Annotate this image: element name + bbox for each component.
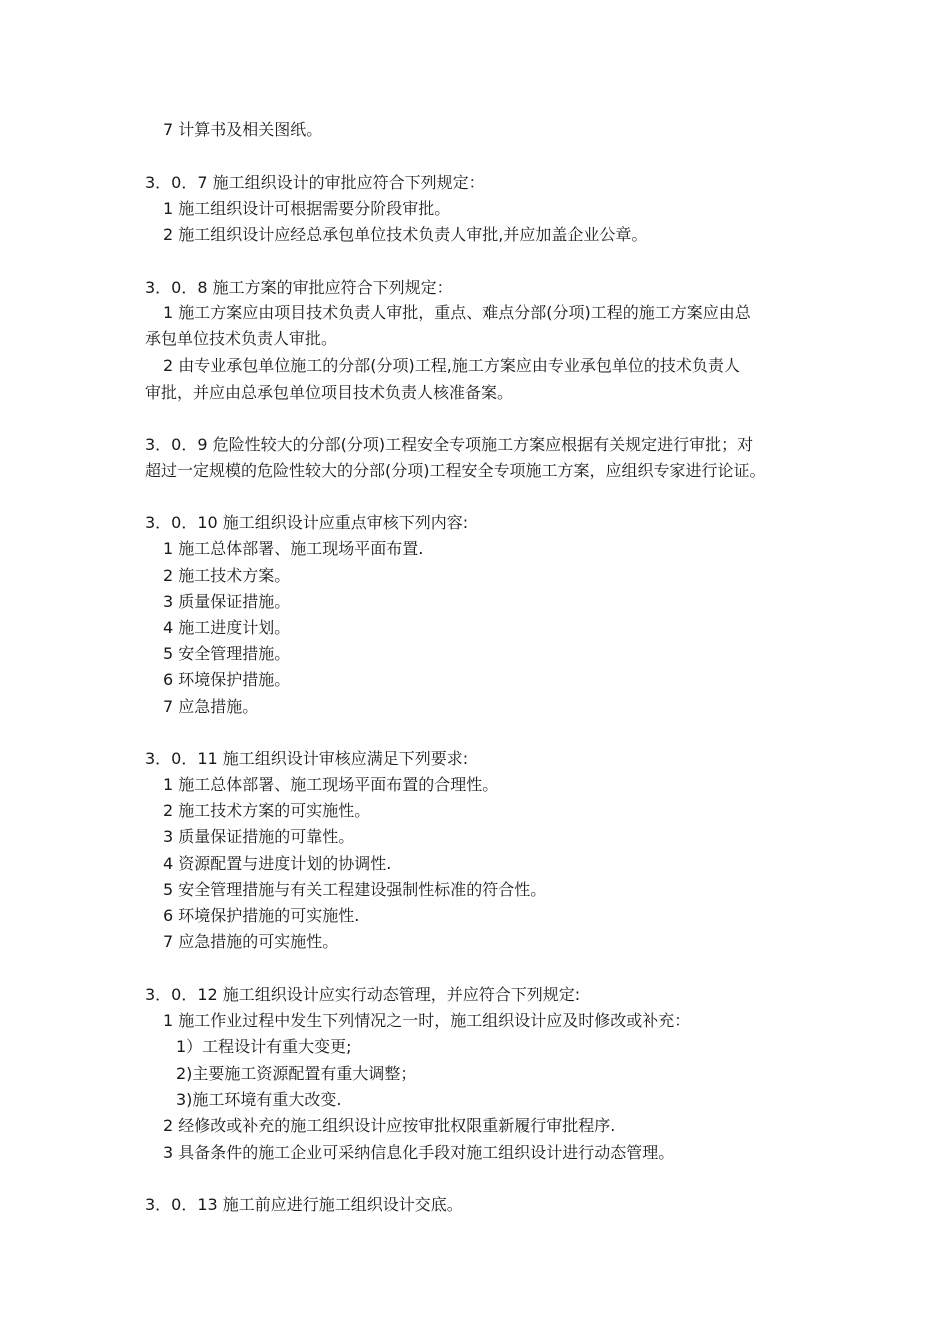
sub-list-item: 3)施工环境有重大改变. — [176, 1090, 342, 1109]
text-line: 审批，并应由总承包单位项目技术负责人核准备案。 — [145, 383, 514, 402]
clause-heading: 3．0．11 施工组织设计审核应满足下列要求: — [145, 749, 469, 768]
list-item: 4 资源配置与进度计划的协调性. — [163, 854, 392, 873]
list-item: 6 环境保护措施。 — [163, 670, 291, 689]
list-item: 4 施工进度计划。 — [163, 618, 291, 637]
list-item: 2 施工技术方案。 — [163, 566, 291, 585]
sub-list-item: 2)主要施工资源配置有重大调整； — [176, 1064, 417, 1083]
list-item: 2 施工技术方案的可实施性。 — [163, 801, 371, 820]
clause-heading: 3．0．9 危险性较大的分部(分项)工程安全专项施工方案应根据有关规定进行审批；对 — [145, 435, 754, 454]
list-item: 1 施工总体部署、施工现场平面布置的合理性。 — [163, 775, 499, 794]
clause-heading: 3．0．10 施工组织设计应重点审核下列内容: — [145, 513, 469, 532]
list-item: 7 应急措施的可实施性。 — [163, 932, 339, 951]
clause-heading: 3．0．7 施工组织设计的审批应符合下列规定： — [145, 173, 485, 192]
text-line: 1 施工组织设计可根据需要分阶段审批。 — [163, 199, 451, 218]
text-line: 1 施工方案应由项目技术负责人审批，重点、难点分部(分项)工程的施工方案应由总 — [163, 303, 751, 322]
list-item: 6 环境保护措施的可实施性. — [163, 906, 360, 925]
clause-heading: 3．0．13 施工前应进行施工组织设计交底。 — [145, 1195, 463, 1214]
clause-heading: 3．0．12 施工组织设计应实行动态管理，并应符合下列规定: — [145, 985, 581, 1004]
list-item: 3 质量保证措施。 — [163, 592, 291, 611]
list-item: 2 经修改或补充的施工组织设计应按审批权限重新履行审批程序. — [163, 1116, 616, 1135]
list-item: 1 施工总体部署、施工现场平面布置. — [163, 539, 424, 558]
list-item: 7 应急措施。 — [163, 697, 259, 716]
list-item: 3 质量保证措施的可靠性。 — [163, 827, 355, 846]
list-item: 3 具备条件的施工企业可采纳信息化手段对施工组织设计进行动态管理。 — [163, 1143, 675, 1162]
sub-list-item: 1）工程设计有重大变更; — [176, 1037, 352, 1056]
text-line: 7 计算书及相关图纸。 — [163, 120, 323, 139]
list-item: 1 施工作业过程中发生下列情况之一时，施工组织设计应及时修改或补充： — [163, 1011, 691, 1030]
text-line: 2 由专业承包单位施工的分部(分项)工程,施工方案应由专业承包单位的技术负责人 — [163, 356, 740, 375]
text-line: 2 施工组织设计应经总承包单位技术负责人审批,并应加盖企业公章。 — [163, 225, 648, 244]
clause-heading: 3．0．8 施工方案的审批应符合下列规定： — [145, 278, 453, 297]
list-item: 5 安全管理措施与有关工程建设强制性标准的符合性。 — [163, 880, 547, 899]
list-item: 5 安全管理措施。 — [163, 644, 291, 663]
text-line: 承包单位技术负责人审批。 — [145, 329, 338, 348]
text-line: 超过一定规模的危险性较大的分部(分项)工程安全专项施工方案，应组织专家进行论证。 — [145, 461, 766, 480]
